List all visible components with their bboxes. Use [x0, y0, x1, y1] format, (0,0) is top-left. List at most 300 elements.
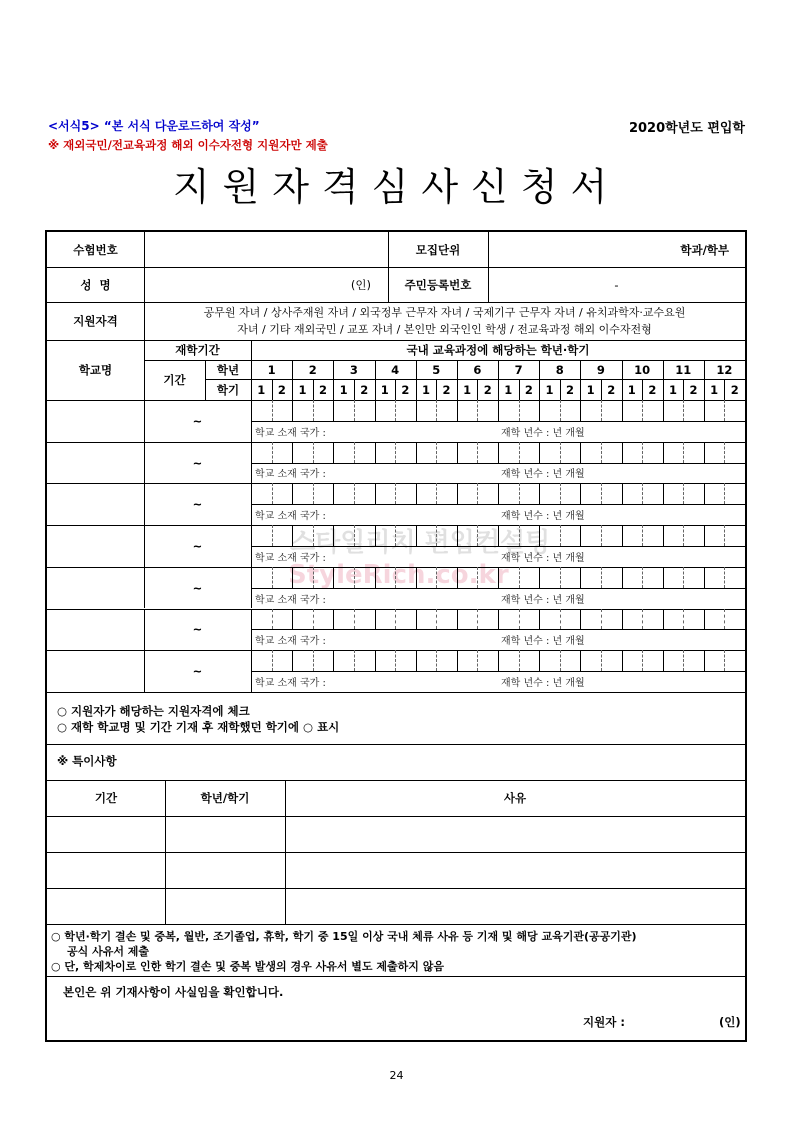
semester-checkbox[interactable] — [395, 609, 416, 630]
semester-checkbox[interactable] — [272, 400, 293, 421]
semester-checkbox[interactable] — [663, 400, 684, 421]
semester-checkbox[interactable] — [375, 567, 396, 588]
school-name-field[interactable] — [47, 400, 144, 442]
semester-checkbox[interactable] — [354, 483, 375, 504]
semester-divider — [498, 400, 499, 421]
col-line — [354, 379, 355, 400]
years-enrolled-field[interactable]: 재학 년수 : 년 개월 — [501, 677, 585, 689]
exam-number-label: 수험번호 — [73, 242, 118, 257]
semester-checkbox[interactable] — [313, 609, 334, 630]
semester-divider — [704, 567, 705, 588]
remarks-note-1-continued: 공식 사유서 제출 — [67, 944, 150, 958]
semester-checkbox[interactable] — [436, 483, 457, 504]
semester-checkbox[interactable] — [375, 483, 396, 504]
semester-checkbox[interactable] — [519, 567, 540, 588]
semester-divider — [704, 609, 705, 630]
semester-checkbox[interactable] — [622, 442, 643, 463]
semester-divider — [436, 400, 437, 421]
semester-divider — [292, 650, 293, 671]
period-range[interactable]: ~ — [192, 455, 203, 470]
semester-divider — [498, 609, 499, 630]
semester-checkbox[interactable] — [704, 442, 725, 463]
rrn-field[interactable]: - — [614, 277, 619, 292]
semester-checkbox[interactable] — [601, 567, 622, 588]
semester-checkbox[interactable] — [395, 400, 416, 421]
semester-checkbox[interactable] — [560, 650, 581, 671]
school-name-field[interactable] — [47, 525, 144, 567]
school-country-field[interactable]: 학교 소재 국가 : — [255, 427, 326, 439]
instruction-line-2: ○ 재학 학교명 및 기간 기재 후 재학했던 학기에 ○ 표시 — [57, 719, 340, 734]
semester-checkbox[interactable] — [457, 483, 478, 504]
semester-checkbox[interactable] — [251, 525, 272, 546]
name-field[interactable]: (인) — [350, 277, 371, 292]
semester-checkbox[interactable] — [251, 567, 272, 588]
semester-checkbox[interactable] — [642, 609, 663, 630]
semester-checkbox[interactable] — [683, 567, 704, 588]
semester-checkbox[interactable] — [416, 525, 437, 546]
school-country-field[interactable]: 학교 소재 국가 : — [255, 594, 326, 606]
years-enrolled-field[interactable]: 재학 년수 : 년 개월 — [501, 552, 585, 564]
semester-checkbox[interactable] — [601, 525, 622, 546]
col-line — [416, 360, 417, 400]
semester-checkbox[interactable] — [601, 609, 622, 630]
semester-checkbox[interactable] — [333, 525, 354, 546]
semester-checkbox[interactable] — [313, 525, 334, 546]
semester-checkbox[interactable] — [683, 483, 704, 504]
semester-checkbox[interactable] — [251, 483, 272, 504]
semester-divider — [642, 650, 643, 671]
semester-checkbox[interactable] — [663, 525, 684, 546]
semester-checkbox[interactable] — [580, 400, 601, 421]
semester-checkbox[interactable] — [642, 400, 663, 421]
semester-checkbox[interactable] — [436, 525, 457, 546]
semester-checkbox[interactable] — [580, 650, 601, 671]
semester-divider — [622, 567, 623, 588]
semester-checkbox[interactable] — [724, 525, 745, 546]
semester-checkbox[interactable] — [601, 400, 622, 421]
semester-checkbox[interactable] — [622, 400, 643, 421]
semester-checkbox[interactable] — [642, 525, 663, 546]
col-line — [375, 360, 376, 400]
semester-checkbox[interactable] — [477, 400, 498, 421]
semester-checkbox[interactable] — [724, 567, 745, 588]
years-enrolled-field[interactable]: 재학 년수 : 년 개월 — [501, 427, 585, 439]
qualification-option-line2[interactable]: 자녀 / 기타 재외국민 / 교포 자녀 / 본인만 외국인인 학생 / 전교육과정 해외 이수자전형 — [237, 323, 652, 336]
semester-checkbox[interactable] — [580, 483, 601, 504]
semester-divider — [560, 567, 561, 588]
semester-divider — [313, 609, 314, 630]
semester-checkbox[interactable] — [724, 483, 745, 504]
applicant-signature-label: 지원자 : — [583, 1014, 625, 1029]
grade-6-semester-1-header: 1 — [463, 382, 472, 397]
col-line — [436, 379, 437, 400]
semester-checkbox[interactable] — [477, 609, 498, 630]
semester-divider — [663, 525, 664, 546]
grade-8-semester-2-header: 2 — [566, 382, 575, 397]
semester-checkbox[interactable] — [498, 525, 519, 546]
semester-checkbox[interactable] — [519, 650, 540, 671]
semester-checkbox[interactable] — [519, 442, 540, 463]
remarks-reason-field[interactable] — [285, 852, 745, 888]
period-range[interactable]: ~ — [192, 538, 203, 553]
semester-checkbox[interactable] — [436, 650, 457, 671]
school-country-field[interactable]: 학교 소재 국가 : — [255, 511, 326, 523]
semester-checkbox[interactable] — [663, 483, 684, 504]
semester-checkbox[interactable] — [354, 525, 375, 546]
years-enrolled-field[interactable]: 재학 년수 : 년 개월 — [501, 636, 585, 648]
semester-checkbox[interactable] — [272, 609, 293, 630]
semester-checkbox[interactable] — [457, 609, 478, 630]
semester-checkbox[interactable] — [622, 525, 643, 546]
semester-divider — [580, 567, 581, 588]
grade-5-header: 5 — [432, 362, 441, 377]
semester-divider — [683, 525, 684, 546]
semester-checkbox[interactable] — [622, 609, 643, 630]
semester-divider — [333, 650, 334, 671]
semester-checkbox[interactable] — [580, 442, 601, 463]
remarks-note-1: ○ 학년·학기 결손 및 중복, 월반, 조기졸업, 휴학, 학기 중 15일 이상 국내 체류 사유 등 기재 및 해당 교육기관(공공기관) — [51, 929, 637, 943]
semester-checkbox[interactable] — [560, 609, 581, 630]
semester-checkbox[interactable] — [416, 650, 437, 671]
school-name-field[interactable] — [47, 483, 144, 525]
semester-checkbox[interactable] — [457, 650, 478, 671]
semester-checkbox[interactable] — [272, 525, 293, 546]
years-enrolled-field[interactable]: 재학 년수 : 년 개월 — [501, 594, 585, 606]
semester-divider — [416, 525, 417, 546]
watermark-text: 스타일리치 편입컨설팅 — [290, 528, 551, 558]
col-line — [683, 379, 684, 400]
semester-checkbox[interactable] — [292, 650, 313, 671]
semester-divider — [601, 400, 602, 421]
semester-divider — [333, 525, 334, 546]
semester-checkbox[interactable] — [642, 567, 663, 588]
semester-divider — [560, 400, 561, 421]
school-country-field[interactable]: 학교 소재 국가 : — [255, 636, 326, 648]
col-line — [560, 379, 561, 400]
school-name-field[interactable] — [47, 567, 144, 609]
semester-checkbox[interactable] — [395, 483, 416, 504]
semester-checkbox[interactable] — [601, 483, 622, 504]
semester-checkbox[interactable] — [580, 609, 601, 630]
col-line — [622, 360, 623, 400]
semester-checkbox[interactable] — [292, 609, 313, 630]
semester-divider — [416, 650, 417, 671]
semester-checkbox[interactable] — [354, 567, 375, 588]
semester-checkbox[interactable] — [457, 400, 478, 421]
semester-divider — [333, 442, 334, 463]
semester-checkbox[interactable] — [560, 567, 581, 588]
school-name-field[interactable] — [47, 650, 144, 692]
semester-divider — [560, 609, 561, 630]
semester-checkbox[interactable] — [724, 400, 745, 421]
semester-checkbox[interactable] — [395, 567, 416, 588]
semester-checkbox[interactable] — [560, 400, 581, 421]
semester-divider — [354, 609, 355, 630]
semester-checkbox[interactable] — [477, 442, 498, 463]
remarks-period-field[interactable] — [47, 816, 165, 852]
semester-checkbox[interactable] — [292, 400, 313, 421]
school-name-field[interactable] — [47, 442, 144, 484]
semester-checkbox[interactable] — [272, 483, 293, 504]
semester-checkbox[interactable] — [622, 567, 643, 588]
semester-checkbox[interactable] — [663, 567, 684, 588]
grade-label: 학년 — [216, 362, 240, 377]
semester-checkbox[interactable] — [395, 442, 416, 463]
period-range[interactable]: ~ — [192, 622, 203, 637]
semester-checkbox[interactable] — [560, 442, 581, 463]
col-line — [642, 379, 643, 400]
semester-divider — [457, 609, 458, 630]
semester-divider — [622, 609, 623, 630]
semester-checkbox[interactable] — [539, 400, 560, 421]
period-range[interactable]: ~ — [192, 580, 203, 595]
semester-checkbox[interactable] — [683, 650, 704, 671]
semester-checkbox[interactable] — [457, 442, 478, 463]
school-country-field[interactable]: 학교 소재 국가 : — [255, 469, 326, 481]
grade-8-header: 8 — [555, 362, 564, 377]
grade-11-semester-2-header: 2 — [689, 382, 698, 397]
semester-checkbox[interactable] — [375, 650, 396, 671]
semester-checkbox[interactable] — [560, 483, 581, 504]
semester-checkbox[interactable] — [477, 483, 498, 504]
remarks-label: ※ 특이사항 — [57, 753, 117, 768]
semester-checkbox[interactable] — [416, 400, 437, 421]
semester-checkbox[interactable] — [477, 650, 498, 671]
col-line — [292, 360, 293, 400]
semester-checkbox[interactable] — [292, 483, 313, 504]
semester-checkbox[interactable] — [539, 609, 560, 630]
semester-divider — [436, 483, 437, 504]
semester-checkbox[interactable] — [539, 525, 560, 546]
unit-field[interactable]: 학과/학부 — [680, 242, 729, 257]
remarks-reason-field[interactable] — [285, 816, 745, 852]
form-label: <서식5> “본 서식 다운로드하여 작성” — [48, 119, 260, 133]
semester-checkbox[interactable] — [436, 567, 457, 588]
semester-divider — [292, 609, 293, 630]
semester-divider — [704, 525, 705, 546]
semester-checkbox[interactable] — [498, 609, 519, 630]
semester-checkbox[interactable] — [477, 567, 498, 588]
grade-1-semester-1-header: 1 — [257, 382, 266, 397]
semester-divider — [498, 567, 499, 588]
semester-checkbox[interactable] — [519, 525, 540, 546]
semester-divider — [580, 525, 581, 546]
semester-checkbox[interactable] — [333, 400, 354, 421]
semester-divider — [333, 400, 334, 421]
semester-checkbox[interactable] — [724, 442, 745, 463]
semester-checkbox[interactable] — [416, 483, 437, 504]
semester-divider — [683, 400, 684, 421]
semester-divider — [519, 567, 520, 588]
school-name-field[interactable] — [47, 609, 144, 651]
semester-checkbox[interactable] — [622, 650, 643, 671]
semester-checkbox[interactable] — [251, 650, 272, 671]
semester-divider — [724, 650, 725, 671]
applicant-seal: (인) — [719, 1014, 741, 1029]
semester-divider — [580, 400, 581, 421]
semester-checkbox[interactable] — [251, 442, 272, 463]
remarks-grade-field[interactable] — [165, 816, 285, 852]
semester-checkbox[interactable] — [313, 650, 334, 671]
remarks-grade-field[interactable] — [165, 888, 285, 924]
semester-checkbox[interactable] — [313, 483, 334, 504]
semester-checkbox[interactable] — [704, 609, 725, 630]
semester-checkbox[interactable] — [272, 567, 293, 588]
semester-divider — [663, 442, 664, 463]
semester-checkbox[interactable] — [642, 483, 663, 504]
semester-checkbox[interactable] — [333, 442, 354, 463]
semester-divider — [498, 650, 499, 671]
grade-10-semester-1-header: 1 — [627, 382, 636, 397]
semester-checkbox[interactable] — [498, 483, 519, 504]
semester-checkbox[interactable] — [539, 442, 560, 463]
semester-checkbox[interactable] — [251, 400, 272, 421]
semester-divider — [272, 650, 273, 671]
semester-checkbox[interactable] — [354, 609, 375, 630]
remarks-reason-field[interactable] — [285, 888, 745, 924]
semester-checkbox[interactable] — [683, 525, 704, 546]
semester-checkbox[interactable] — [724, 650, 745, 671]
exam-number-field[interactable] — [144, 232, 387, 267]
semester-checkbox[interactable] — [354, 650, 375, 671]
semester-checkbox[interactable] — [375, 400, 396, 421]
semester-checkbox[interactable] — [539, 567, 560, 588]
semester-checkbox[interactable] — [683, 442, 704, 463]
semester-checkbox[interactable] — [683, 609, 704, 630]
semester-checkbox[interactable] — [683, 400, 704, 421]
eligibility-notice: ※ 재외국민/전교육과정 해외 이수자전형 지원자만 제출 — [48, 138, 328, 152]
grade-7-semester-2-header: 2 — [524, 382, 533, 397]
semester-checkbox[interactable] — [539, 483, 560, 504]
semester-divider — [375, 442, 376, 463]
semester-checkbox[interactable] — [642, 650, 663, 671]
semester-checkbox[interactable] — [663, 650, 684, 671]
semester-checkbox[interactable] — [560, 525, 581, 546]
semester-checkbox[interactable] — [498, 567, 519, 588]
grade-3-header: 3 — [349, 362, 358, 377]
remarks-grade-field[interactable] — [165, 852, 285, 888]
col-line — [663, 360, 664, 400]
semester-divider — [436, 567, 437, 588]
applicant-signature-field[interactable] — [639, 1014, 719, 1030]
semester-checkbox[interactable] — [704, 400, 725, 421]
semester-checkbox[interactable] — [457, 567, 478, 588]
semester-divider — [292, 525, 293, 546]
period-range[interactable]: ~ — [192, 664, 203, 679]
semester-checkbox[interactable] — [333, 567, 354, 588]
semester-divider — [601, 525, 602, 546]
semester-checkbox[interactable] — [498, 650, 519, 671]
semester-checkbox[interactable] — [704, 483, 725, 504]
semester-checkbox[interactable] — [457, 525, 478, 546]
semester-checkbox[interactable] — [601, 650, 622, 671]
semester-checkbox[interactable] — [724, 609, 745, 630]
semester-checkbox[interactable] — [704, 567, 725, 588]
semester-divider — [560, 483, 561, 504]
period-range[interactable]: ~ — [192, 413, 203, 428]
col-line — [539, 360, 540, 400]
semester-checkbox[interactable] — [313, 442, 334, 463]
semester-checkbox[interactable] — [704, 525, 725, 546]
semester-checkbox[interactable] — [580, 567, 601, 588]
period-range[interactable]: ~ — [192, 497, 203, 512]
remarks-period-field[interactable] — [47, 888, 165, 924]
semester-checkbox[interactable] — [580, 525, 601, 546]
semester-divider — [724, 567, 725, 588]
semester-checkbox[interactable] — [477, 525, 498, 546]
semester-checkbox[interactable] — [519, 483, 540, 504]
semester-checkbox[interactable] — [333, 483, 354, 504]
semester-checkbox[interactable] — [519, 400, 540, 421]
semester-divider — [477, 442, 478, 463]
semester-checkbox[interactable] — [272, 442, 293, 463]
semester-checkbox[interactable] — [416, 442, 437, 463]
semester-checkbox[interactable] — [704, 650, 725, 671]
remarks-period-header: 기간 — [94, 790, 118, 805]
qualification-label: 지원자격 — [73, 314, 118, 328]
grade-2-header: 2 — [308, 362, 317, 377]
semester-checkbox[interactable] — [498, 400, 519, 421]
semester-checkbox[interactable] — [354, 442, 375, 463]
semester-checkbox[interactable] — [313, 567, 334, 588]
semester-checkbox[interactable] — [251, 609, 272, 630]
semester-checkbox[interactable] — [622, 483, 643, 504]
semester-checkbox[interactable] — [333, 650, 354, 671]
qualification-option-line1[interactable]: 공무원 자녀 / 상사주재원 자녀 / 외국정부 근무자 자녀 / 국제기구 근무자 자녀 / 유치과학자·교수요원 — [203, 306, 686, 319]
semester-checkbox[interactable] — [642, 442, 663, 463]
semester-checkbox[interactable] — [519, 609, 540, 630]
semester-checkbox[interactable] — [416, 609, 437, 630]
semester-checkbox[interactable] — [375, 525, 396, 546]
semester-checkbox[interactable] — [292, 442, 313, 463]
semester-checkbox[interactable] — [313, 400, 334, 421]
semester-checkbox[interactable] — [354, 400, 375, 421]
semester-checkbox[interactable] — [601, 442, 622, 463]
years-enrolled-field[interactable]: 재학 년수 : 년 개월 — [501, 469, 585, 481]
semester-checkbox[interactable] — [375, 609, 396, 630]
semester-checkbox[interactable] — [272, 650, 293, 671]
years-enrolled-field[interactable]: 재학 년수 : 년 개월 — [501, 511, 585, 523]
col-line — [601, 379, 602, 400]
semester-checkbox[interactable] — [395, 525, 416, 546]
semester-checkbox[interactable] — [292, 525, 313, 546]
semester-checkbox[interactable] — [416, 567, 437, 588]
application-form — [45, 230, 747, 1042]
semester-checkbox[interactable] — [436, 609, 457, 630]
semester-checkbox[interactable] — [436, 442, 457, 463]
semester-checkbox[interactable] — [663, 442, 684, 463]
semester-checkbox[interactable] — [395, 650, 416, 671]
semester-checkbox[interactable] — [375, 442, 396, 463]
semester-checkbox[interactable] — [663, 609, 684, 630]
school-country-field[interactable]: 학교 소재 국가 : — [255, 677, 326, 689]
semester-divider — [272, 483, 273, 504]
grade-5-semester-1-header: 1 — [421, 382, 430, 397]
semester-divider — [683, 609, 684, 630]
semester-checkbox[interactable] — [498, 442, 519, 463]
semester-checkbox[interactable] — [333, 609, 354, 630]
semester-divider — [354, 525, 355, 546]
semester-checkbox[interactable] — [539, 650, 560, 671]
semester-divider — [519, 609, 520, 630]
enrollment-period-header: 재학기간 — [175, 343, 220, 357]
semester-checkbox[interactable] — [436, 400, 457, 421]
semester-divider — [560, 442, 561, 463]
remarks-period-field[interactable] — [47, 852, 165, 888]
semester-checkbox[interactable] — [292, 567, 313, 588]
semester-divider — [642, 525, 643, 546]
school-country-field[interactable]: 학교 소재 국가 : — [255, 552, 326, 564]
